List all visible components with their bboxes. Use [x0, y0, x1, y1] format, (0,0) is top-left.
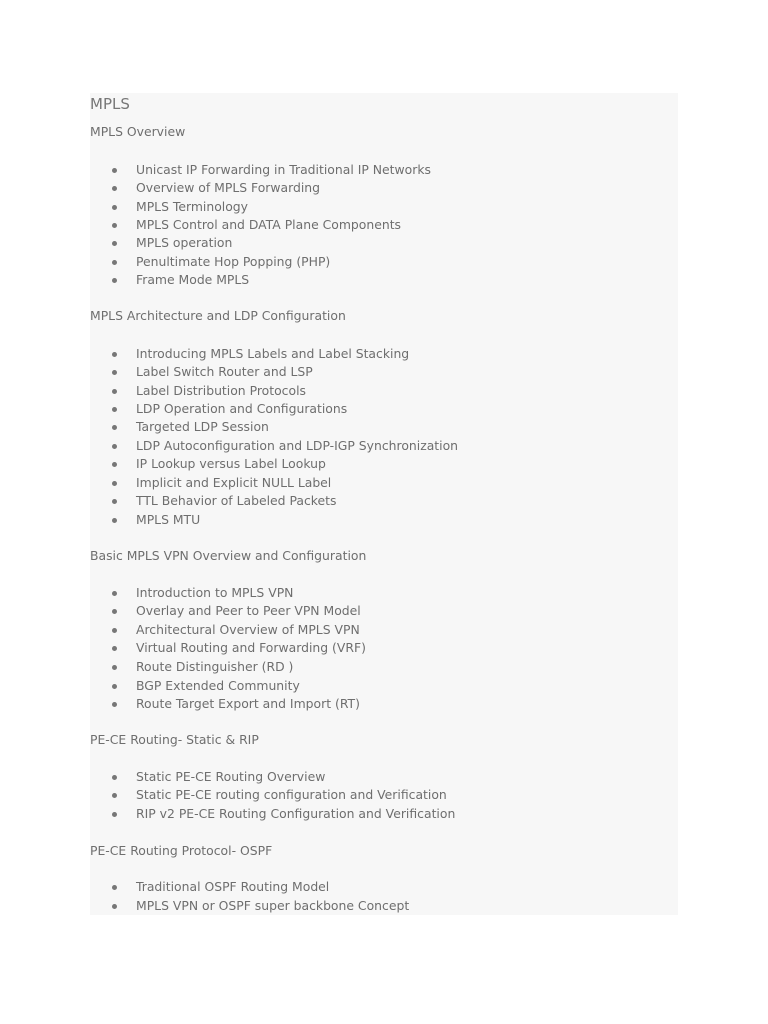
list-item-label: Introduction to MPLS VPN — [136, 585, 294, 600]
list-item-label: Route Distinguisher (RD ) — [136, 659, 294, 674]
bullet-icon — [112, 591, 117, 596]
bullet-icon — [112, 646, 117, 651]
list-item-label: Frame Mode MPLS — [136, 272, 250, 287]
bullet-icon — [112, 352, 117, 357]
bullet-icon — [112, 205, 117, 210]
bullet-icon — [112, 481, 117, 486]
list-item-label: MPLS MTU — [136, 512, 201, 527]
list-item-label: MPLS VPN or OSPF super backbone Concept — [136, 898, 410, 913]
list-item-label: IP Lookup versus Label Lookup — [136, 456, 326, 471]
list-item-label: LDP Autoconfiguration and LDP-IGP Synchronization — [136, 438, 459, 453]
list-item-label: Virtual Routing and Forwarding (VRF) — [136, 640, 366, 655]
section-heading-pe-ce-static-rip: PE-CE Routing- Static & RIP — [90, 732, 259, 747]
bullet-icon — [112, 684, 117, 689]
section-heading-basic-mpls-vpn: Basic MPLS VPN Overview and Configuration — [90, 548, 367, 563]
list-item-label: Traditional OSPF Routing Model — [136, 879, 330, 894]
bullet-icon — [112, 278, 117, 283]
bullet-icon — [112, 793, 117, 798]
bullet-icon — [112, 462, 117, 467]
bullet-icon — [112, 260, 117, 265]
bullet-icon — [112, 609, 117, 614]
bullet-icon — [112, 223, 117, 228]
list-item-label: Architectural Overview of MPLS VPN — [136, 622, 360, 637]
list-item-label: Label Switch Router and LSP — [136, 364, 313, 379]
list-item-label: Targeted LDP Session — [136, 419, 269, 434]
bullet-icon — [112, 702, 117, 707]
list-item-label: Overlay and Peer to Peer VPN Model — [136, 603, 361, 618]
bullet-icon — [112, 518, 117, 523]
list-item-label: Introducing MPLS Labels and Label Stacking — [136, 346, 410, 361]
list-item-label: Overview of MPLS Forwarding — [136, 180, 321, 195]
bullet-icon — [112, 904, 117, 909]
bullet-icon — [112, 241, 117, 246]
list-item-label: TTL Behavior of Labeled Packets — [136, 493, 337, 508]
list-item-label: MPLS operation — [136, 235, 233, 250]
bullet-icon — [112, 665, 117, 670]
bullet-icon — [112, 775, 117, 780]
bullet-icon — [112, 425, 117, 430]
bullet-icon — [112, 444, 117, 449]
bullet-icon — [112, 168, 117, 173]
list-item-label: LDP Operation and Configurations — [136, 401, 348, 416]
bullet-icon — [112, 370, 117, 375]
list-item-label: MPLS Control and DATA Plane Components — [136, 217, 402, 232]
page-title: MPLS — [90, 95, 130, 113]
bullet-icon — [112, 499, 117, 504]
list-item-label: MPLS Terminology — [136, 199, 248, 214]
bullet-icon — [112, 885, 117, 890]
list-item-label: Penultimate Hop Popping (PHP) — [136, 254, 331, 269]
bullet-icon — [112, 186, 117, 191]
bullet-icon — [112, 812, 117, 817]
list-item-label: RIP v2 PE-CE Routing Configuration and Verification — [136, 806, 456, 821]
list-item-label: Route Target Export and Import (RT) — [136, 696, 360, 711]
list-item-label: Static PE-CE routing configuration and Verification — [136, 787, 447, 802]
list-item-label: Implicit and Explicit NULL Label — [136, 475, 332, 490]
list-item-label: BGP Extended Community — [136, 678, 300, 693]
bullet-icon — [112, 389, 117, 394]
section-heading-mpls-architecture: MPLS Architecture and LDP Configuration — [90, 308, 346, 323]
list-item-label: Static PE-CE Routing Overview — [136, 769, 326, 784]
section-heading-mpls-overview: MPLS Overview — [90, 124, 186, 139]
list-item-label: Label Distribution Protocols — [136, 383, 306, 398]
section-heading-pe-ce-ospf: PE-CE Routing Protocol- OSPF — [90, 843, 273, 858]
list-item-label: Unicast IP Forwarding in Traditional IP Networks — [136, 162, 431, 177]
bullet-icon — [112, 407, 117, 412]
bullet-icon — [112, 628, 117, 633]
